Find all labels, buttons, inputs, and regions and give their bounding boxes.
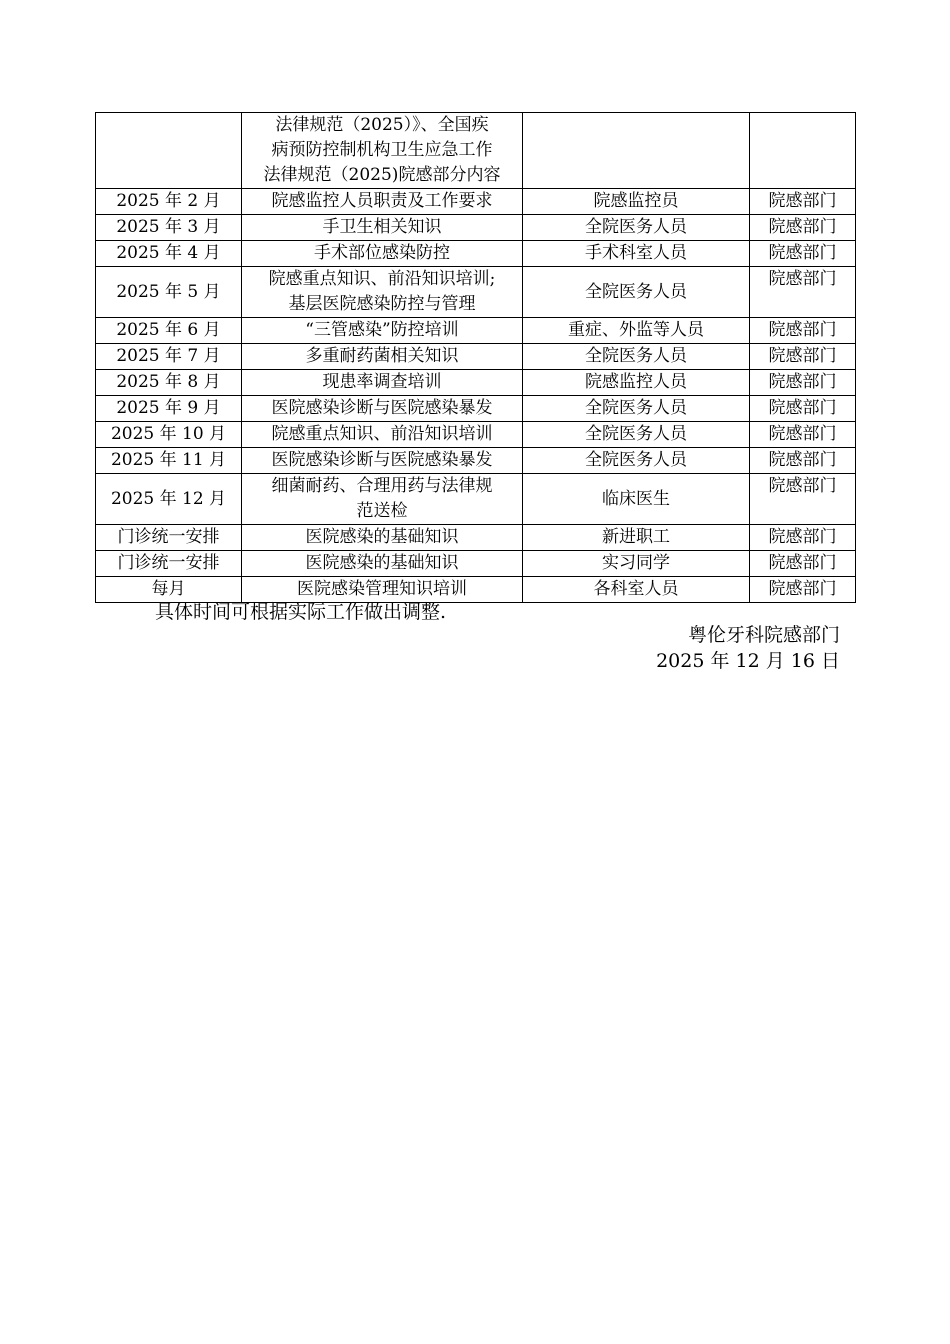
content-cell: 院感重点知识、前沿知识培训 [242, 422, 523, 448]
content-cell [242, 474, 523, 525]
table-row [96, 551, 856, 577]
target-cell: 院感监控员 [523, 189, 750, 215]
target-cell: 实习同学 [523, 551, 750, 577]
time-cell: 2025 年 8 月 [96, 370, 242, 396]
dept-cell: 院感部门 [750, 189, 856, 215]
dept-cell: 院感部门 [750, 474, 856, 525]
content-cell: 医院感染诊断与医院感染暴发 [242, 448, 523, 474]
dept-cell: 院感部门 [750, 551, 856, 577]
training-plan-table [95, 112, 856, 603]
table-row [96, 370, 856, 396]
target-cell: 各科室人员 [523, 577, 750, 603]
dept-cell: 院感部门 [750, 241, 856, 267]
dept-cell: 院感部门 [750, 370, 856, 396]
table-row [96, 241, 856, 267]
dept-cell: 院感部门 [750, 577, 856, 603]
target-cell: 重症、外监等人员 [523, 318, 750, 344]
content-cell [242, 267, 523, 318]
time-cell: 2025 年 5 月 [96, 267, 242, 318]
content-cell: 多重耐药菌相关知识 [242, 344, 523, 370]
time-cell: 门诊统一安排 [96, 525, 242, 551]
content-cell: 现患率调查培训 [242, 370, 523, 396]
time-cell: 2025 年 6 月 [96, 318, 242, 344]
dept-cell: 院感部门 [750, 215, 856, 241]
table-row [96, 113, 856, 189]
time-cell: 2025 年 2 月 [96, 189, 242, 215]
dept-cell: 院感部门 [750, 448, 856, 474]
table-row [96, 318, 856, 344]
table-row [96, 215, 856, 241]
content-cell: 医院感染的基础知识 [242, 551, 523, 577]
content-cell: 手卫生相关知识 [242, 215, 523, 241]
time-cell [96, 113, 242, 189]
dept-cell: 院感部门 [750, 396, 856, 422]
content-cell: 医院感染诊断与医院感染暴发 [242, 396, 523, 422]
time-cell: 门诊统一安排 [96, 551, 242, 577]
table-row [96, 474, 856, 525]
time-cell: 2025 年 10 月 [96, 422, 242, 448]
table-row [96, 396, 856, 422]
time-cell: 2025 年 12 月 [96, 474, 242, 525]
dept-cell: 院感部门 [750, 267, 856, 318]
time-cell: 2025 年 7 月 [96, 344, 242, 370]
target-cell: 全院医务人员 [523, 396, 750, 422]
table-row [96, 344, 856, 370]
content-line: 法律规范（2025)院感部分内容 [263, 165, 501, 185]
content-line: 病预防控制机构卫生应急工作 [271, 140, 493, 160]
content-line: 院感重点知识、前沿知识培训; [268, 269, 496, 289]
target-cell: 全院医务人员 [523, 267, 750, 318]
content-line: 细菌耐药、合理用药与法律规 [271, 476, 493, 496]
table-row [96, 422, 856, 448]
target-cell: 新进职工 [523, 525, 750, 551]
signature-date: 2025 年 12 月 16 日 [656, 650, 840, 672]
table-row [96, 189, 856, 215]
target-cell: 全院医务人员 [523, 215, 750, 241]
content-cell: 院感监控人员职责及工作要求 [242, 189, 523, 215]
content-line: 基层医院感染防控与管理 [288, 294, 476, 314]
content-cell: “三管感染”防控培训 [242, 318, 523, 344]
dept-cell: 院感部门 [750, 422, 856, 448]
time-cell: 每月 [96, 577, 242, 603]
target-cell: 全院医务人员 [523, 448, 750, 474]
signature-org: 粤伦牙科院感部门 [687, 624, 840, 646]
table-row [96, 525, 856, 551]
target-cell: 临床医生 [523, 474, 750, 525]
target-cell [523, 113, 750, 189]
time-cell: 2025 年 3 月 [96, 215, 242, 241]
target-cell: 手术科室人员 [523, 241, 750, 267]
time-cell: 2025 年 4 月 [96, 241, 242, 267]
target-cell: 院感监控人员 [523, 370, 750, 396]
dept-cell: 院感部门 [750, 344, 856, 370]
content-line: 法律规范（2025）》、全国疾 [275, 115, 489, 135]
dept-cell: 院感部门 [750, 318, 856, 344]
target-cell: 全院医务人员 [523, 344, 750, 370]
dept-cell: 院感部门 [750, 525, 856, 551]
content-cell [242, 113, 523, 189]
target-cell: 全院医务人员 [523, 422, 750, 448]
content-cell: 医院感染的基础知识 [242, 525, 523, 551]
time-cell: 2025 年 11 月 [96, 448, 242, 474]
content-line: 范送检 [356, 501, 408, 521]
dept-cell [750, 113, 856, 189]
content-cell: 手术部位感染防控 [242, 241, 523, 267]
time-cell: 2025 年 9 月 [96, 396, 242, 422]
table-row [96, 448, 856, 474]
table-row [96, 267, 856, 318]
adjustment-note: 具体时间可根据实际工作做出调整. [155, 601, 447, 623]
content-cell: 医院感染管理知识培训 [242, 577, 523, 603]
